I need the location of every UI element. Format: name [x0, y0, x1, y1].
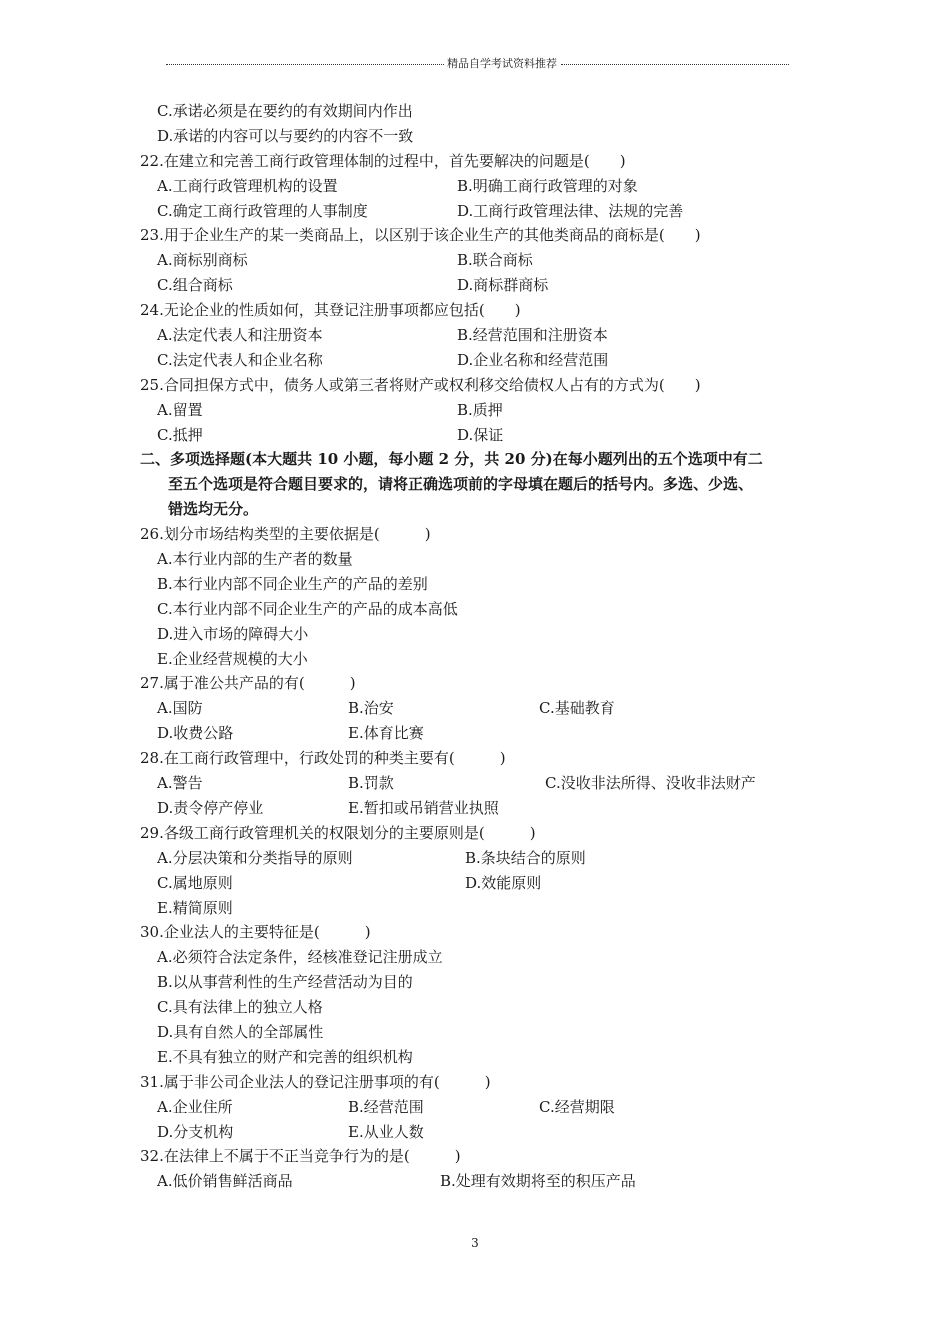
answer-option: C.基础教育: [539, 699, 615, 718]
answer-option: A.国防: [157, 699, 203, 718]
answer-option: A.企业住所: [157, 1097, 233, 1116]
line-text: 30.企业法人的主要特征是( ): [140, 923, 371, 942]
line-text: 错选均无分。: [168, 500, 259, 519]
text-line: [140, 99, 830, 124]
text-line: [140, 821, 830, 846]
line-text: 24.无论企业的性质如何，其登记注册事项都应包括( ): [140, 301, 521, 320]
text-line: [140, 597, 830, 622]
answer-option: A.警告: [157, 774, 203, 793]
text-line: [140, 771, 830, 796]
line-text: E.不具有独立的财产和完善的组织机构: [157, 1047, 413, 1066]
line-text: 32.在法律上不属于不正当竞争行为的是( ): [140, 1147, 461, 1166]
text-line: [140, 796, 830, 821]
text-line: [140, 1045, 830, 1070]
answer-option: A.低价销售鲜活商品: [157, 1172, 293, 1191]
text-line: [140, 223, 830, 248]
answer-option: B.经营范围: [348, 1097, 424, 1116]
line-text: A.必须符合法定条件，经核准登记注册成立: [157, 948, 443, 967]
line-text: 至五个选项是符合题目要求的，请将正确选项前的字母填在题后的括号内。多选、少选、: [168, 475, 754, 494]
text-line: [140, 647, 830, 672]
line-text: B.本行业内部不同企业生产的产品的差别: [157, 574, 428, 593]
text-line: [140, 547, 830, 572]
line-text: 28.在工商行政管理中，行政处罚的种类主要有( ): [140, 749, 506, 768]
answer-option: B.质押: [457, 400, 503, 419]
header-dotted-line-left: [166, 64, 444, 65]
text-line: [140, 721, 830, 746]
header-title: 精品自学考试资料推荐: [447, 57, 557, 70]
text-line: [140, 945, 830, 970]
line-text: D.进入市场的障碍大小: [157, 624, 309, 643]
answer-option: E.体育比赛: [348, 724, 424, 743]
answer-option: D.保证: [457, 425, 504, 444]
text-line: [140, 149, 830, 174]
text-line: [140, 348, 830, 373]
text-line: [140, 174, 830, 199]
text-line: [140, 298, 830, 323]
answer-option: D.企业名称和经营范围: [457, 350, 609, 369]
text-line: [140, 248, 830, 273]
answer-option: C.确定工商行政管理的人事制度: [157, 201, 368, 220]
answer-option: A.工商行政管理机构的设置: [157, 176, 338, 195]
answer-option: A.商标别商标: [157, 251, 248, 270]
answer-option: B.治安: [348, 699, 394, 718]
line-text: C.承诺必须是在要约的有效期间内作出: [157, 102, 413, 120]
text-line: [140, 1144, 830, 1169]
line-text: D.具有自然人的全部属性: [157, 1022, 324, 1041]
answer-option: A.分层决策和分类指导的原则: [157, 848, 353, 867]
text-line: [140, 398, 830, 423]
text-line: [140, 497, 830, 522]
text-line: [140, 522, 830, 547]
answer-option: C.经营期限: [539, 1097, 615, 1116]
answer-option: D.分支机构: [157, 1122, 234, 1141]
answer-option: B.联合商标: [457, 251, 533, 270]
text-line: [140, 871, 830, 896]
line-text: D.承诺的内容可以与要约的内容不一致: [157, 126, 414, 145]
answer-option: C.法定代表人和企业名称: [157, 350, 323, 369]
line-text: C.具有法律上的独立人格: [157, 998, 323, 1017]
text-line: [140, 273, 830, 298]
text-line: [140, 970, 830, 995]
line-text: 27.属于准公共产品的有( ): [140, 674, 356, 693]
text-line: [140, 622, 830, 647]
answer-option: D.效能原则: [465, 873, 542, 892]
answer-option: D.责令停产停业: [157, 798, 264, 817]
text-line: [140, 1095, 830, 1120]
answer-option: E.暂扣或吊销营业执照: [348, 798, 499, 817]
answer-option: B.处理有效期将至的积压产品: [440, 1172, 636, 1191]
text-line: [140, 746, 830, 771]
line-text: E.精简原则: [157, 898, 233, 917]
text-line: [140, 696, 830, 721]
text-line: [140, 1169, 830, 1194]
text-line: [140, 472, 830, 497]
exam-questions: [140, 99, 830, 1194]
answer-option: B.条块结合的原则: [465, 848, 586, 867]
text-line: [140, 124, 830, 149]
line-text: E.企业经营规模的大小: [157, 649, 308, 668]
answer-option: B.经营范围和注册资本: [457, 326, 608, 345]
answer-option: C.抵押: [157, 425, 203, 444]
line-text: 22.在建立和完善工商行政管理体制的过程中，首先要解决的问题是( ): [140, 151, 626, 170]
text-line: [140, 1120, 830, 1145]
answer-option: C.没收非法所得、没收非法财产: [545, 774, 756, 793]
line-text: 31.属于非公司企业法人的登记注册事项的有( ): [140, 1072, 491, 1091]
line-text: C.本行业内部不同企业生产的产品的成本高低: [157, 599, 458, 618]
text-line: [140, 1020, 830, 1045]
answer-option: C.组合商标: [157, 276, 233, 295]
answer-option: B.明确工商行政管理的对象: [457, 176, 638, 195]
line-text: 26.划分市场结构类型的主要依据是( ): [140, 525, 431, 544]
text-line: [140, 995, 830, 1020]
line-text: 23.用于企业生产的某一类商品上，以区别于该企业生产的其他类商品的商标是( ): [140, 226, 701, 245]
answer-option: E.从业人数: [348, 1122, 424, 1141]
line-text: A.本行业内部的生产者的数量: [157, 550, 353, 569]
text-line: [140, 447, 830, 472]
answer-option: A.法定代表人和注册资本: [157, 326, 323, 345]
line-text: 25.合同担保方式中，债务人或第三者将财产或权利移交给债权人占有的方式为( ): [140, 375, 701, 394]
answer-option: A.留置: [157, 400, 203, 419]
header-dotted-line-right: [561, 64, 789, 65]
answer-option: D.商标群商标: [457, 276, 549, 295]
text-line: [140, 1070, 830, 1095]
text-line: [140, 920, 830, 945]
page-header: [158, 56, 796, 72]
text-line: [140, 671, 830, 696]
line-text: 二、多项选择题(本大题共 10 小题，每小题 2 分，共 20 分)在每小题列出的五个选项中有二: [140, 450, 763, 469]
answer-option: D.工商行政管理法律、法规的完善: [457, 201, 684, 220]
answer-option: D.收费公路: [157, 724, 234, 743]
answer-option: C.属地原则: [157, 873, 233, 892]
answer-option: B.罚款: [348, 774, 394, 793]
text-line: [140, 846, 830, 871]
text-line: [140, 323, 830, 348]
text-line: [140, 896, 830, 921]
text-line: [140, 199, 830, 224]
line-text: B.以从事营利性的生产经营活动为目的: [157, 973, 413, 992]
text-line: [140, 423, 830, 448]
text-line: [140, 373, 830, 398]
text-line: [140, 572, 830, 597]
line-text: 29.各级工商行政管理机关的权限划分的主要原则是( ): [140, 823, 536, 842]
page-number: 3: [471, 1236, 479, 1250]
